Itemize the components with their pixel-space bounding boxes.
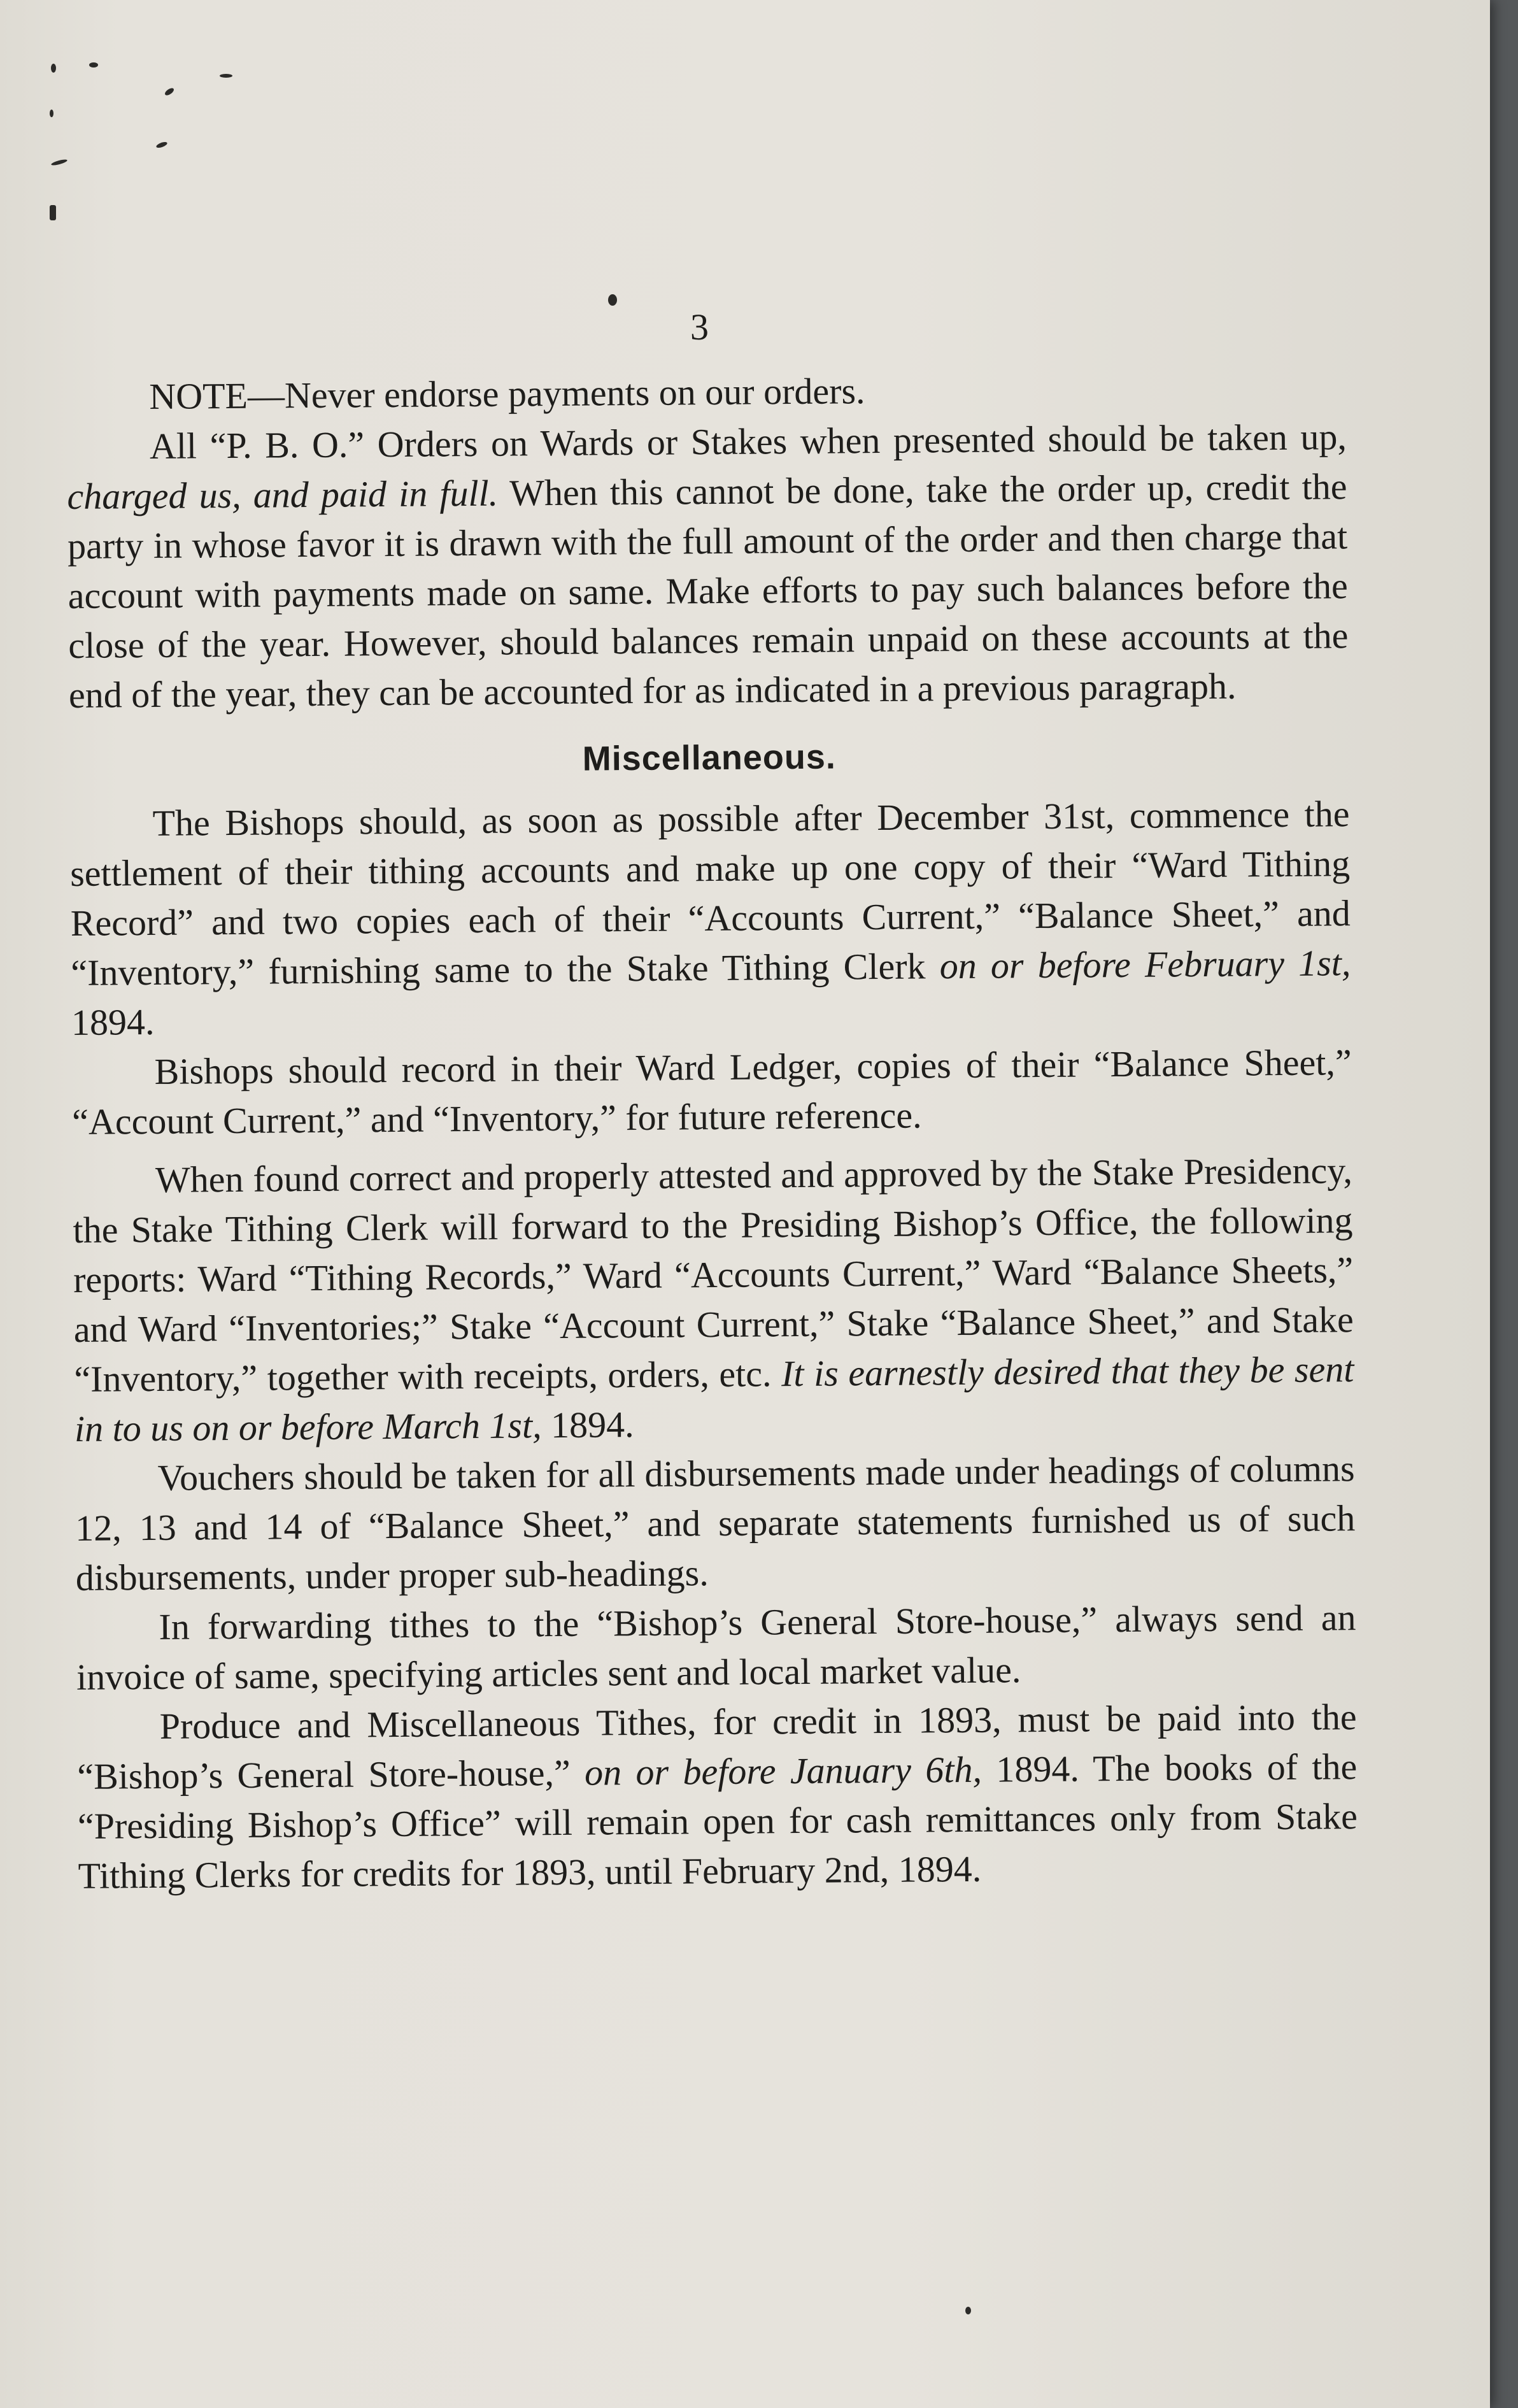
body-text: [66, 362, 1358, 1901]
paper-speck: [965, 2307, 971, 2314]
paper-speck: [50, 205, 56, 220]
page-number: 3: [690, 306, 709, 348]
italic-run: charged us, and paid in full.: [67, 472, 499, 517]
text-run: 1894.: [541, 1404, 634, 1446]
text-run: Produce and Miscellaneous Tithes, for credit in 1893, must be paid into the “Bishop’s General Store-house,”: [77, 1696, 1357, 1797]
paper-speck: [51, 64, 56, 73]
paragraph-ward-ledger: Bishops should record in their Ward Ledger, copies of their “Balance Sheet,” “Account Current,” and “Inventory,” for future reference.: [71, 1041, 1352, 1143]
paper-speck: [164, 87, 175, 97]
paragraph-forwarding-tithes: In forwarding tithes to the “Bishop’s General Store-house,” always send an invoice of same, specifying articles sent and local market value.: [76, 1597, 1356, 1698]
paragraph-pbo-orders: [67, 412, 1349, 720]
paragraph-reports: [73, 1146, 1355, 1454]
section-heading: Miscellaneous.: [582, 737, 837, 778]
paragraph-bishops-settlement: [69, 789, 1351, 1048]
text-run: When found correct and properly attested and approved by the Stake Presidency, the Stake Tithing Clerk will forward to the Presiding Bishop’s Office, the following reports: Ward “Tithing Records,” Ward “Accounts Current,” Ward “Balance Sheets,” and Ward “Inventories;” Stake “Account Current,” Stake “Balance Sheet,” and Stake “Inventory,” together with receipts, orders, etc.: [73, 1150, 1354, 1400]
text-run: 1894. The books of the “Presiding Bishop’s Office” will remain open for cash remittances only from Stake Tithing Clerks for credits for 1893, until February 2nd, 1894.: [77, 1746, 1358, 1897]
paper-speck: [608, 294, 617, 306]
text-run: When this cannot be done, take the order up, credit the party in whose favor it is drawn with the full amount of the order and then charge that account with payments made on same. Make efforts to pay such balances before the close of the year. However, should balances remain unpaid on these accounts at the end of the year, they can be accounted for as indicated in a previous paragraph.: [67, 466, 1349, 716]
text-run: The Bishops should, as soon as possible after December 31st, commence the settlement of their tithing accounts and make up one copy of their “Ward Tithing Record” and two copies each of their “Accounts Current,” “Balance Sheet,” and “Inventory,” furnishing same to the Stake Tithing Clerk: [69, 793, 1351, 994]
paper-speck: [220, 74, 232, 78]
italic-run: on or before February 1st,: [939, 942, 1351, 987]
paper-speck: [51, 159, 68, 167]
note-paragraph: NOTE—Never endorse payments on our orders.: [149, 370, 865, 417]
italic-run: It is earnestly desired that they be sent in to us on or before March 1st,: [74, 1348, 1354, 1450]
text-run: All “P. B. O.” Orders on Wards or Stakes when presented should be taken up,: [149, 416, 1347, 467]
paper-speck: [155, 141, 167, 149]
paragraph-vouchers: Vouchers should be taken for all disbursements made under headings of columns 12, 13 and 14 of “Balance Sheet,” and separate statements furnished us of such disbursements, under proper sub-headings.: [74, 1448, 1356, 1599]
italic-run: on or before January 6th,: [584, 1748, 982, 1793]
paragraph-produce-tithes: [76, 1692, 1358, 1901]
paper-speck: [89, 62, 98, 68]
paper-speck: [50, 110, 53, 117]
text-run: 1894.: [71, 1001, 155, 1043]
